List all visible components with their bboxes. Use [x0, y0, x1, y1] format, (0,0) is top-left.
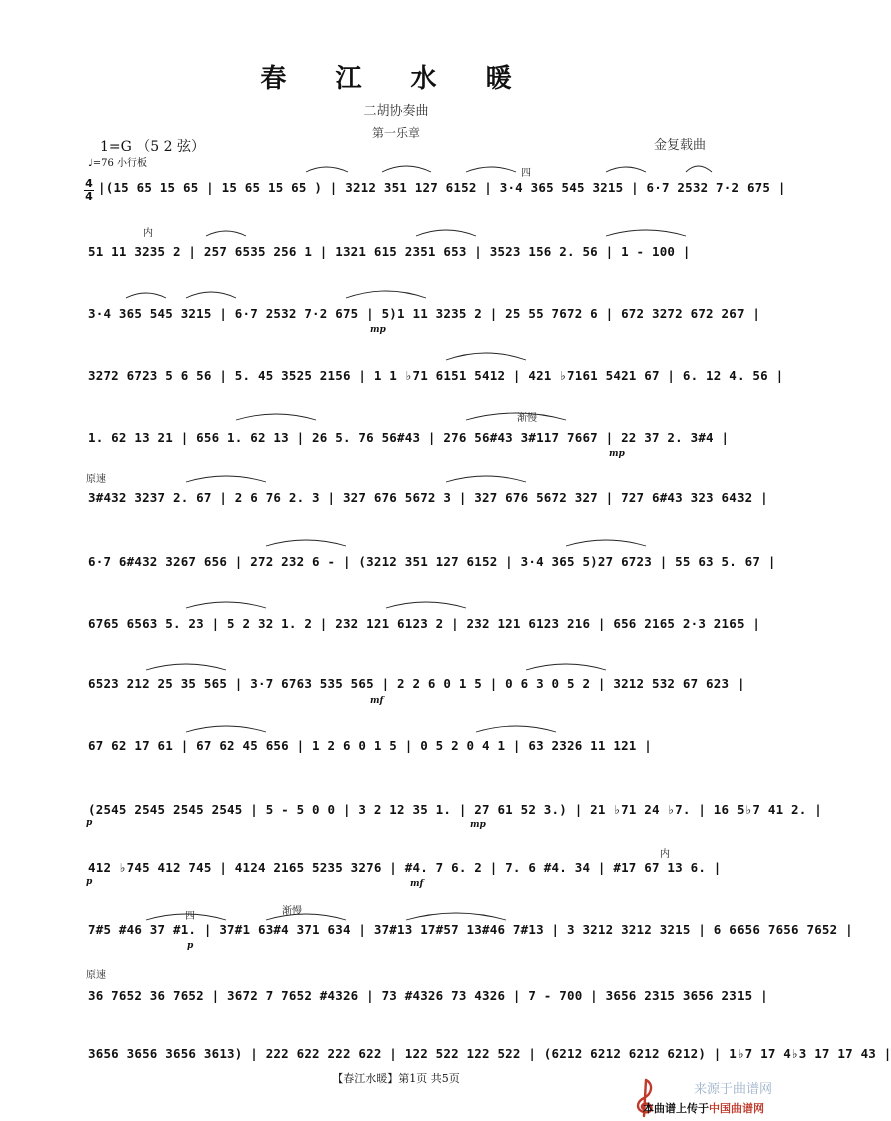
- dynamic-mf: mf: [370, 696, 384, 706]
- slur-arc: [446, 476, 526, 482]
- page-footer: 【春江水暖】第1页 共5页: [332, 1072, 460, 1085]
- notation-line-14: 36 7652 36 7652 | 3672 7 7652 #4326 | 73 #4326 73 4326 | 7 - 700 | 3656 2315 3656 2315 |: [88, 988, 768, 1003]
- notation-line-12: 412 ♭745 412 745 | 4124 2165 5235 3276 | #4. 7 6. 2 | 7. 6 #4. 34 | #17 67 13 6. |: [88, 860, 722, 875]
- notation-line-5: 1. 62 13 21 | 656 1. 62 13 | 26 5. 76 56#43 | 276 56#43 3#117 7667 | 22 37 2. 3#4 |: [88, 430, 730, 445]
- dynamic-p-2: p: [86, 877, 93, 887]
- notation-line-6: 3#432 3237 2. 67 | 2 6 76 2. 3 | 327 676 5672 3 | 327 676 5672 327 | 727 6#43 323 6432 |: [88, 490, 768, 505]
- slur-arc: [686, 166, 712, 172]
- slur-arc: [416, 230, 476, 236]
- slur-arc: [266, 540, 346, 546]
- score-subtitle: 二胡协奏曲: [363, 104, 429, 119]
- slur-arc: [382, 166, 431, 172]
- slur-arc: [186, 292, 236, 298]
- notation-line-15: 3656 3656 3656 3613) | 222 622 222 622 | 122 522 122 522 | (6212 6212 6212 6212) | 1♭7 17 4♭3 17 17 43 |: [88, 1046, 891, 1061]
- fourth-position-mark: 四: [521, 168, 531, 179]
- score-title: 春 江 水 暖: [260, 64, 532, 94]
- slur-arc: [186, 602, 266, 608]
- original-tempo-mark: 原速: [86, 474, 106, 485]
- slur-arc: [606, 167, 646, 172]
- slur-arc: [236, 414, 316, 420]
- slur-arc: [306, 167, 348, 172]
- slur-arc: [266, 914, 346, 920]
- gradual-slow-mark-2: 渐慢: [282, 906, 302, 917]
- slur-arc: [476, 726, 556, 732]
- notation-line-1: |(15 65 15 65 | 15 65 15 65 ) | 3212 351 127 6152 | 3·4 365 545 3215 | 6·7 2532 7·2 675 |: [98, 180, 786, 195]
- dynamic-mp: mp: [370, 325, 386, 335]
- slur-overlay: [86, 150, 891, 1070]
- notation-line-13: 7#5 #46 37 #1. | 37#1 63#4 371 634 | 37#13 17#57 13#46 7#13 | 3 3212 3212 3215 | 6 6656 7656 7652 |: [88, 922, 853, 937]
- notation-line-4: 3272 6723 5 6 56 | 5. 45 3525 2156 | 1 1 ♭71 6151 5412 | 421 ♭7161 5421 67 | 6. 12 4. 56 |: [88, 368, 784, 383]
- dynamic-mf-2: mf: [410, 879, 424, 889]
- upload-note-prefix: 本曲谱上传于: [643, 1102, 709, 1115]
- slur-arc: [186, 726, 266, 732]
- slur-arc: [566, 540, 646, 546]
- slur-arc: [126, 293, 166, 298]
- slur-arc: [466, 167, 516, 172]
- upload-note-site: 中国曲谱网: [709, 1102, 764, 1115]
- dynamic-p: p: [86, 818, 93, 828]
- slur-arc: [146, 914, 226, 920]
- notation-line-8: 6765 6563 5. 23 | 5 2 32 1. 2 | 232 121 6123 2 | 232 121 6123 216 | 656 2165 2·3 2165 |: [88, 616, 761, 631]
- slur-arc: [186, 476, 266, 482]
- inner-string-mark-2: 内: [660, 849, 670, 860]
- notation-line-10: 67 62 17 61 | 67 62 45 656 | 1 2 6 0 1 5 | 0 5 2 0 4 1 | 63 2326 11 121 |: [88, 738, 652, 753]
- fourth-position-mark-2: 四: [185, 911, 195, 922]
- slur-arc: [346, 291, 426, 298]
- inner-string-mark: 内: [143, 228, 153, 239]
- watermark-text: 来源于曲谱网: [693, 1082, 772, 1097]
- movement-label: 第一乐章: [371, 126, 420, 140]
- slur-arc: [386, 602, 466, 608]
- composer-credit: 金复载曲: [653, 138, 706, 153]
- time-signature-bottom: 4: [85, 190, 93, 203]
- original-tempo-mark-2: 原速: [86, 970, 106, 981]
- upload-note: [643, 1100, 764, 1116]
- slur-arc: [206, 231, 246, 236]
- notation-line-9: 6523 212 25 35 565 | 3·7 6763 535 565 | 2 2 6 0 1 5 | 0 6 3 0 5 2 | 3212 532 67 623 |: [88, 676, 745, 691]
- notation-line-3: 3·4 365 545 3215 | 6·7 2532 7·2 675 | 5)1 11 3235 2 | 25 55 7672 6 | 672 3272 672 267 |: [88, 306, 761, 321]
- slur-arc: [446, 353, 526, 360]
- time-signature-top: 4: [85, 177, 93, 190]
- dynamic-p-3: p: [187, 941, 194, 951]
- slur-arc: [606, 230, 686, 236]
- key-signature: 1=G （5 2 弦）: [100, 139, 205, 155]
- slur-arc: [466, 413, 566, 420]
- slur-arc: [526, 664, 606, 670]
- slur-arc: [146, 664, 226, 670]
- notation-line-2: 51 11 3235 2 | 257 6535 256 1 | 1321 615 2351 653 | 3523 156 2. 56 | 1 - 100 |: [88, 244, 691, 259]
- dynamic-mp-2: mp: [609, 449, 625, 459]
- tempo-marking: ♩=76 小行板: [88, 158, 147, 169]
- gradual-slow-mark: 渐慢: [517, 413, 537, 424]
- dynamic-mp-3: mp: [470, 820, 486, 830]
- notation-line-7: 6·7 6#432 3267 656 | 272 232 6 - | (3212 351 127 6152 | 3·4 365 5)27 6723 | 55 63 5. 67 |: [88, 554, 776, 569]
- notation-line-11: (2545 2545 2545 2545 | 5 - 5 0 0 | 3 2 12 35 1. | 27 61 52 3.) | 21 ♭71 24 ♭7. | 16 5♭7 41 2. |: [88, 802, 822, 817]
- slur-arc: [406, 913, 506, 920]
